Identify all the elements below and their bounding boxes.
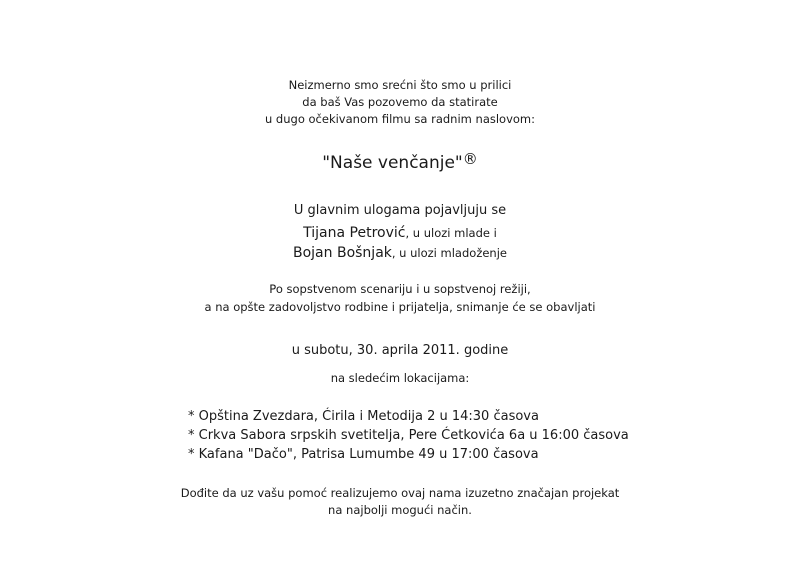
groom-role: , u ulozi mladoženje [391,246,507,260]
intro-line-1: Neizmerno smo srećni što smo u prilici [288,78,512,92]
locations-list [188,407,629,464]
groom-name: Bojan Bošnjak [293,245,392,261]
closing-line-2: na najbolji mogući način. [328,503,472,517]
bride-name: Tijana Petrović [303,225,406,241]
production-line-1: Po sopstvenom scenariju i u sopstvenoj režiji, [269,282,531,296]
intro-line-3: u dugo očekivanom filmu sa radnim naslovom: [264,112,536,126]
production-line-2: a na opšte zadovoljstvo rodbine i prijatelja, snimanje će se obavljati [204,300,596,314]
locations-heading: na sledećim lokacijama: [330,371,470,385]
location-item: * Crkva Sabora srpskih svetitelja, Pere Ćetkovića 6a u 16:00 časova [188,428,629,443]
location-item: * Kafana "Dačo", Patrisa Lumumbe 49 u 17:00 časova [188,447,539,462]
intro-line-2: da baš Vas pozovemo da statirate [302,95,498,109]
event-date: u subotu, 30. aprila 2011. godine [291,343,509,358]
registered-mark: ® [462,150,478,168]
film-title [0,152,800,172]
bride-line [0,224,800,240]
location-item: * Opština Zvezdara, Ćirila i Metodija 2 u 14:30 časova [188,409,539,424]
roles-heading: U glavnim ulogama pojavljuju se [293,203,507,218]
film-title-text: "Naše venčanje" [322,153,463,173]
closing-line-1: Dođite da uz vašu pomoć realizujemo ovaj nama izuzetno značajan projekat [180,486,620,500]
groom-line [0,244,800,260]
bride-role: , u ulozi mlade i [405,226,497,240]
